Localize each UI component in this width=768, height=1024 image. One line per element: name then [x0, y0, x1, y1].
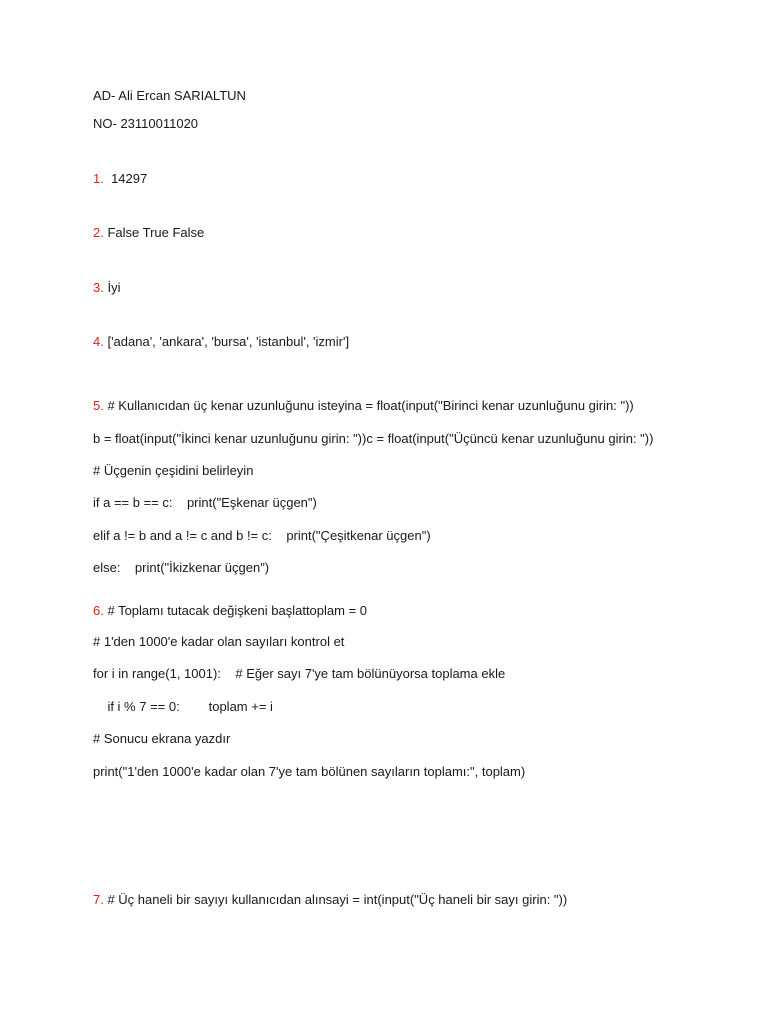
answer-text: ['adana', 'ankara', 'bursa', 'istanbul', 'izmir'] — [103, 334, 350, 349]
code-line: # Toplamı tutacak değişkeni başlattoplam = 0 — [103, 603, 368, 618]
answer-text: 14297 — [103, 171, 148, 186]
answer-number: 2. — [93, 225, 104, 240]
code-line: # Üç haneli bir sayıyı kullanıcıdan alınsayi = int(input("Üç haneli bir sayı girin: ")) — [103, 892, 568, 907]
answer-number: 7. — [93, 892, 104, 907]
code-line: for i in range(1, 1001): # Eğer sayı 7'ye tam bölünüyorsa toplama ekle — [93, 666, 506, 681]
code-line: # Üçgenin çeşidini belirleyin — [93, 463, 254, 478]
answer-number: 1. — [93, 171, 104, 186]
answer-number: 4. — [93, 334, 104, 349]
code-line: # Kullanıcıdan üç kenar uzunluğunu isteyina = float(input("Birinci kenar uzunluğunu girin: ")) — [103, 398, 634, 413]
answer-text: False True False — [103, 225, 205, 240]
code-line: else: print("İkizkenar üçgen") — [93, 560, 270, 575]
answer-1 — [93, 171, 147, 187]
answer-6 — [93, 603, 367, 619]
answer-2 — [93, 225, 204, 241]
code-line: # Sonucu ekrana yazdır — [93, 731, 231, 746]
student-number: NO- 23110011020 — [93, 116, 199, 131]
answer-5 — [93, 398, 634, 414]
answer-4 — [93, 334, 349, 350]
answer-text: İyi — [103, 280, 121, 295]
answer-3 — [93, 280, 120, 296]
code-line: b = float(input("İkinci kenar uzunluğunu girin: "))c = float(input("Üçüncü kenar uzunluğunu girin: ")) — [93, 431, 654, 446]
code-line: # 1'den 1000'e kadar olan sayıları kontrol et — [93, 634, 345, 649]
answer-number: 5. — [93, 398, 104, 413]
answer-7 — [93, 892, 567, 908]
code-line: if a == b == c: print("Eşkenar üçgen") — [93, 495, 317, 510]
answer-number: 6. — [93, 603, 104, 618]
code-line: if i % 7 == 0: toplam += i — [93, 699, 273, 714]
student-name: AD- Ali Ercan SARIALTUN — [93, 88, 246, 103]
code-line: print("1'den 1000'e kadar olan 7'ye tam bölünen sayıların toplamı:", toplam) — [93, 764, 526, 779]
code-line: elif a != b and a != c and b != c: print("Çeşitkenar üçgen") — [93, 528, 431, 543]
answer-number: 3. — [93, 280, 104, 295]
